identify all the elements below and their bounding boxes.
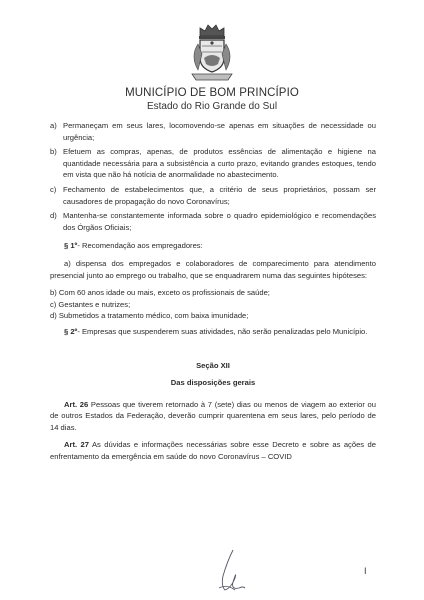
article-lead: Art. 27 bbox=[64, 440, 89, 450]
list-item: b) Com 60 anos idade ou mais, exceto os profissionais de saúde; bbox=[50, 288, 270, 298]
page-number: I bbox=[364, 566, 367, 576]
list-item bbox=[50, 146, 376, 181]
paragraph-lead: § 1º bbox=[64, 241, 78, 251]
article-text: As dúvidas e informações necessárias sobre esse Decreto e sobre as ações de enfrentamento da emergência em saúde do novo Coronavírus – COVID bbox=[50, 440, 376, 462]
paragraph-2 bbox=[50, 326, 376, 338]
employer-item-a: a) dispensa dos empregados e colaboradores de comparecimento para atendimento presencial junto ao emprego ou trabalho, que se enquadrarem numa das seguintes hipóteses: bbox=[50, 258, 376, 280]
signature-icon bbox=[213, 548, 247, 594]
list-item bbox=[50, 210, 376, 233]
item-text: Permaneçam em seus lares, locomovendo-se apenas em situações de necessidade ou urgência; bbox=[63, 121, 376, 142]
list-item bbox=[50, 120, 376, 143]
item-label: b) bbox=[50, 147, 57, 157]
list-item: d) Submetidos a tratamento médico, com baixa imunidade; bbox=[50, 311, 249, 321]
article-lead: Art. 26 bbox=[64, 399, 89, 409]
article-27 bbox=[50, 439, 376, 462]
paragraph-lead: § 2º bbox=[64, 326, 78, 336]
state-subtitle: Estado do Rio Grande do Sul bbox=[146, 101, 278, 112]
item-text: Fechamento de estabelecimentos que, a critério de seus proprietários, possam ser causadores de propagação do novo Coronavírus; bbox=[63, 184, 376, 206]
section-subtitle: Das disposições gerais bbox=[170, 378, 256, 388]
item-text: Mantenha-se constantemente informada sobre o quadro epidemiológico e recomendações dos Órgãos Oficiais; bbox=[63, 211, 376, 232]
list-item: c) Gestantes e nutrizes; bbox=[50, 299, 131, 309]
article-text: Pessoas que tiverem retornado à 7 (sete) dias ou menos de viagem ao exterior ou de outros Estados da Federação, deverão cumprir quarentena em seus lares, pelo período de 14 dias. bbox=[50, 399, 376, 432]
paragraph-1 bbox=[50, 240, 376, 252]
list-item bbox=[50, 184, 376, 207]
paragraph-text: - Empresas que suspenderem suas atividades, não serão penalizadas pelo Município. bbox=[77, 326, 368, 336]
municipality-title: MUNICÍPIO DE BOM PRINCÍPIO bbox=[125, 87, 299, 99]
document-body bbox=[50, 120, 376, 463]
municipal-coat-of-arms-icon bbox=[188, 22, 236, 84]
paragraph-text: - Recomendação aos empregadores: bbox=[77, 241, 203, 251]
article-26 bbox=[50, 399, 376, 434]
item-label: d) bbox=[50, 211, 57, 221]
section-title: Seção XII bbox=[196, 360, 230, 370]
item-text: Efetuem as compras, apenas, de produtos essências de alimentação e higiene na quantidade necessária para a subsistência a curto prazo, evitando grandes estoques, tendo em vista que não há notícia de anormalidade no abastecimento. bbox=[63, 147, 376, 180]
item-label: a) bbox=[50, 121, 57, 130]
item-label: c) bbox=[50, 184, 57, 194]
